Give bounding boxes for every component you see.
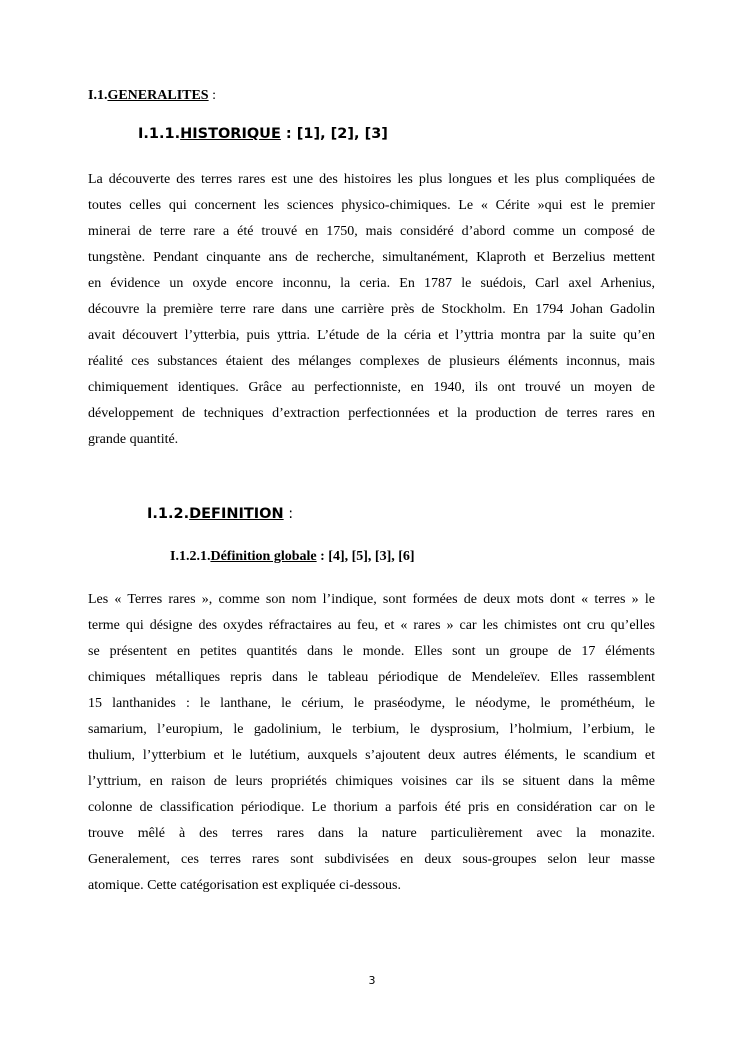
paragraph-line: en évidence un oxyde encore inconnu, la ceria. En 1787 le suédois, Carl axel Arhenius, [88,276,655,291]
historique-paragraph [88,167,655,453]
paragraph-line: La découverte des terres rares est une des histoires les plus longues et les plus compliquées de [88,172,655,187]
section-title: GENERALITES [107,88,209,103]
definition-globale-paragraph [88,587,655,899]
subsection-heading-definition [147,506,293,522]
paragraph-line: l’yttrium, en raison de leurs propriétés chimiques voisines car ils se situent dans la même [88,774,655,789]
subsubsection-refs: : [4], [5], [3], [6] [316,549,415,564]
page-number: 3 [368,974,376,987]
paragraph-line: chimiquement identiques. Grâce au perfectionniste, en 1940, ils ont trouvé un moyen de [88,380,655,395]
section-suffix: : [208,88,216,103]
paragraph-line: samarium, l’europium, le gadolinium, le terbium, le dysprosium, l’holmium, l’erbium, le [88,722,655,737]
paragraph-line: 15 lanthanides : le lanthane, le cérium, le praséodyme, le néodyme, le prométhéum, le [88,696,655,711]
paragraph-line: terme qui désigne des oxydes réfractaires au feu, et « rares » car les chimistes ont cru qu’elles [88,618,655,633]
section-heading-generalites [88,88,216,104]
paragraph-line: minerai de terre rare a été trouvé en 1750, mais considéré d’abord comme un composé de [88,224,655,239]
subsection-title: DEFINITION [189,506,284,522]
paragraph-line: réalité ces substances étaient des mélanges complexes de plusieurs éléments inconnus, mais [88,354,655,369]
paragraph-line: tungstène. Pendant cinquante ans de recherche, simultanément, Klaproth et Berzelius mettent [88,250,655,265]
paragraph-line: atomique. Cette catégorisation est expliquée ci-dessous. [88,878,401,893]
paragraph-line: développement de techniques d’extraction perfectionnées et la production de terres rares en [88,406,655,421]
subsection-refs: : [1], [2], [3] [280,126,388,142]
paragraph-line: Les « Terres rares », comme son nom l’indique, sont formées de deux mots dont « terres » le [88,592,655,607]
paragraph-line: grande quantité. [88,432,179,447]
subsection-number: I.1.2. [147,506,190,522]
section-number: I.1. [88,88,108,103]
subsubsection-title: Définition globale [210,549,317,564]
subsection-suffix: : [283,506,294,522]
paragraph-line: avait découvert l’ytterbia, puis yttria. L’étude de la céria et l’yttria montra par la suite qu’en [88,328,655,343]
subsubsection-number: I.1.2.1. [170,549,211,564]
paragraph-line: chimiques métalliques repris dans le tableau périodique de Mendeleïev. Elles rassemblent [88,670,655,685]
subsubsection-heading-definition-globale [170,549,415,565]
paragraph-line: trouve mêlé à des terres rares dans la nature particulièrement avec la monazite. [88,826,655,841]
paragraph-line: se présentent en petites quantités dans le monde. Elles sont un groupe de 17 éléments [88,644,655,659]
subsection-number: I.1.1. [138,126,181,142]
subsection-title: HISTORIQUE [180,126,281,142]
paragraph-line: thulium, l’ytterbium et le lutétium, auxquels s’ajoutent deux autres éléments, le scandium et [88,748,655,763]
paragraph-line: découvre la première terre rare dans une carrière près de Stockholm. En 1794 Johan Gadolin [88,302,655,317]
subsection-heading-historique [138,126,388,142]
paragraph-line: colonne de classification périodique. Le thorium a parfois été pris en considération car on le [88,800,655,815]
paragraph-line: Generalement, ces terres rares sont subdivisées en deux sous-groupes selon leur masse [88,852,655,867]
paragraph-line: toutes celles qui concernent les sciences physico-chimiques. Le « Cérite »qui est le premier [88,198,655,213]
